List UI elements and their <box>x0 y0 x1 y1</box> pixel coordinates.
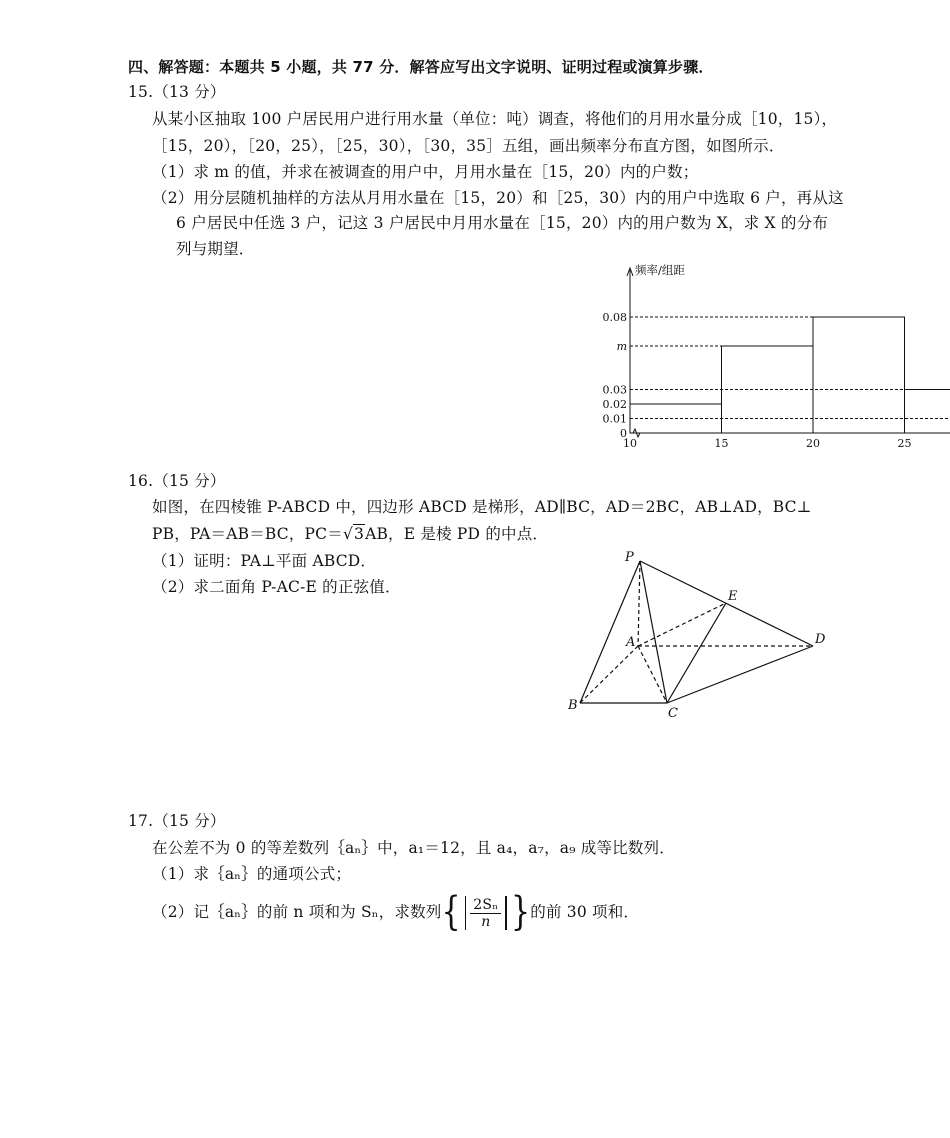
section-heading: 四、解答题：本题共 5 小题，共 77 分．解答应写出文字说明、证明过程或演算步骤． <box>128 58 714 76</box>
q16-text-line2 <box>152 523 548 545</box>
edge-PB <box>580 561 640 703</box>
label-D: D <box>815 632 826 647</box>
y-tick-label: 0.03 <box>602 383 627 397</box>
label-A: A <box>626 635 636 650</box>
histogram-marks <box>603 311 950 450</box>
q15-text-line2: ［15，20），［20，25），［25，30），［30，35］五组，画出频率分布直方图，如图所示． <box>152 137 785 155</box>
q17-part2-end: 的前 30 项和． <box>530 903 640 921</box>
y-tick-label: 0.02 <box>602 398 627 411</box>
edge-PD <box>640 561 813 646</box>
x-tick-label: 10 <box>623 437 637 450</box>
y-tick-label: m <box>616 340 627 353</box>
origin-label: 0 <box>620 427 627 440</box>
q17-text-line1: 在公差不为 0 的等差数列｛aₙ｝中，a₁＝12，且 a₄，a₇，a₉ 成等比数列． <box>152 839 675 857</box>
x-tick-label: 20 <box>806 437 820 450</box>
q16-number: 16.（15 分） <box>128 472 226 490</box>
fraction-numerator: 2Sₙ <box>470 897 501 914</box>
label-P: P <box>625 550 634 565</box>
q15-text-line1: 从某小区抽取 100 户居民用户进行用水量（单位：吨）调查，将他们的月用水量分成［10，15）， <box>152 110 838 128</box>
q17-number: 17.（15 分） <box>128 812 226 830</box>
edge-CD <box>667 646 813 703</box>
q16-part2: （2）求二面角 P-AC-E 的正弦值． <box>152 578 401 596</box>
fraction <box>470 897 501 930</box>
fraction-denominator: n <box>481 913 491 930</box>
edge-AC-dashed <box>638 646 667 703</box>
abs-bar-left <box>465 896 467 930</box>
left-brace: { <box>441 889 461 936</box>
q15-part2-line1: （2）用分层随机抽样的方法从月用水量在［15，20）和［25，30）内的用户中选取 6 户，再从这 <box>152 189 844 207</box>
label-E: E <box>728 589 738 604</box>
pyramid-figure <box>560 545 840 725</box>
label-B: B <box>568 698 578 713</box>
histogram-bar <box>905 390 950 434</box>
x-tick-label: 25 <box>897 437 912 450</box>
q16-text-line1: 如图，在四棱锥 P-ABCD 中，四边形 ABCD 是梯形，AD∥BC，AD＝2BC，AB⊥AD，BC⊥ <box>152 498 812 516</box>
q15-part2-line2: 6 户居民中任选 3 户，记这 3 户居民中月用水量在［15，20）内的用户数为 X，求 X 的分布 <box>176 214 829 232</box>
q16-line2-start: PB，PA＝AB＝BC，PC＝ <box>152 525 343 543</box>
label-C: C <box>668 706 678 721</box>
y-tick-label: 0.01 <box>602 412 627 426</box>
y-tick-label: 0.08 <box>602 311 627 324</box>
edge-PC <box>640 561 667 703</box>
histogram-bar <box>813 317 905 433</box>
q17-part2 <box>152 889 640 936</box>
sqrt-symbol: √3 <box>342 525 365 543</box>
q16-line2-end: AB，E 是棱 PD 的中点． <box>365 525 549 543</box>
right-brace: } <box>510 889 531 936</box>
frequency-histogram <box>590 260 912 455</box>
q15-part2-line3: 列与期望． <box>176 240 255 258</box>
q15-part1: （1）求 m 的值，并求在被调查的用户中，月用水量在［15，20）内的户数； <box>152 163 699 181</box>
edge-PA-dashed <box>638 561 640 646</box>
q17-part1: （1）求｛aₙ｝的通项公式； <box>152 865 352 883</box>
histogram-axes <box>620 263 950 450</box>
y-axis-label: 频率/组距 <box>635 263 685 277</box>
edge-AB-dashed <box>580 646 638 703</box>
q16-part1: （1）证明：PA⊥平面 ABCD． <box>152 552 377 570</box>
x-tick-label: 15 <box>714 437 729 450</box>
abs-bar-right <box>505 896 507 930</box>
q15-number: 15.（13 分） <box>128 83 226 101</box>
q17-part2-start: （2）记｛aₙ｝的前 n 项和为 Sₙ，求数列 <box>152 903 442 921</box>
sqrt-radicand: 3 <box>354 525 365 543</box>
